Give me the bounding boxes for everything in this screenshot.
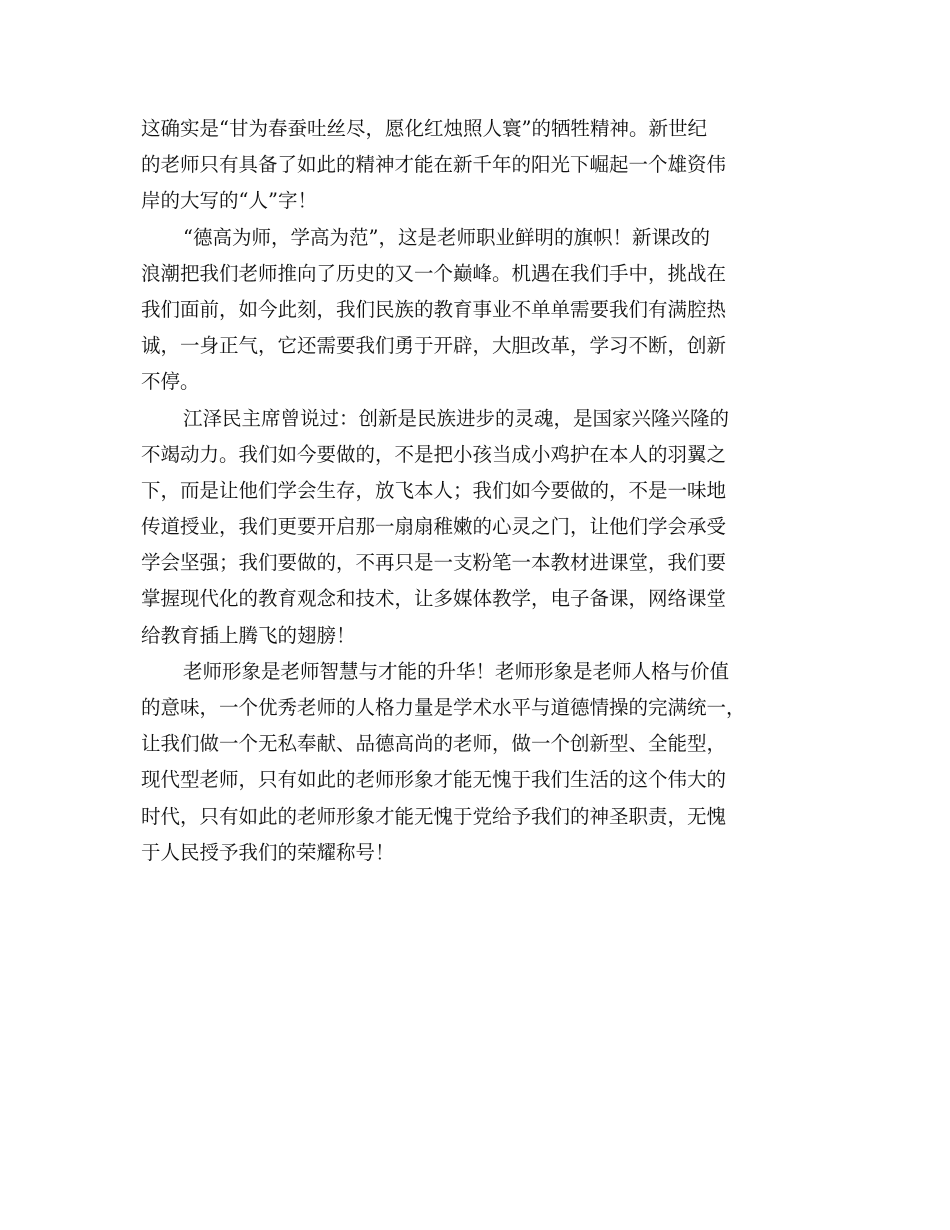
paragraph-4-line-4: 现代型老师，只有如此的老师形象才能无愧于我们生活的这个伟大的 xyxy=(141,768,727,792)
paragraph-3-line-1: 江泽民主席曾说过：创新是民族进步的灵魂，是国家兴隆兴隆的 xyxy=(183,406,730,430)
paragraph-1-line-2: 的老师只有具备了如此的精神才能在新千年的阳光下崛起一个雄资伟 xyxy=(141,153,727,177)
paragraph-3-line-4: 传道授业，我们更要开启那一扇扇稚嫩的心灵之门，让他们学会承受 xyxy=(141,515,727,539)
paragraph-1-line-1: 这确实是“甘为春蚕吐丝尽，愿化红烛照人寰”的牺牲精神。新世纪 xyxy=(141,117,707,140)
paragraph-4-line-1: 老师形象是老师智慧与才能的升华！老师形象是老师人格与价值 xyxy=(183,659,730,683)
paragraph-3-line-7: 给教育插上腾飞的翅膀！ xyxy=(141,623,356,647)
paragraph-3-line-2: 不竭动力。我们如今要做的，不是把小孩当成小鸡护在本人的羽翼之 xyxy=(141,442,727,466)
paragraph-2-line-5: 不停。 xyxy=(141,370,200,394)
paragraph-4-line-2: 的意味，一个优秀老师的人格力量是学术水平与道德情操的完满统一， xyxy=(141,696,746,719)
paragraph-2-line-3: 我们面前，如今此刻，我们民族的教育事业不单单需要我们有满腔热 xyxy=(141,297,727,321)
paragraph-3-line-3: 下，而是让他们学会生存，放飞本人；我们如今要做的，不是一味地 xyxy=(141,478,727,502)
paragraph-4-line-6: 于人民授予我们的荣耀称号！ xyxy=(141,840,395,864)
document-body xyxy=(141,111,821,871)
paragraph-4-line-3: 让我们做一个无私奉献、品德高尚的老师，做一个创新型、全能型， xyxy=(141,732,727,756)
paragraph-1-line-3: 岸的大写的“人”字！ xyxy=(141,189,317,213)
paragraph-3-line-6: 掌握现代化的教育观念和技术，让多媒体教学，电子备课，网络课堂 xyxy=(141,587,727,611)
paragraph-2-line-4: 诚，一身正气，它还需要我们勇于开辟，大胆改革，学习不断，创新 xyxy=(141,334,727,358)
paragraph-2-line-1: “德高为师，学高为范”，这是老师职业鲜明的旗帜！新课改的 xyxy=(183,225,710,249)
paragraph-3-line-5: 学会坚强；我们要做的，不再只是一支粉笔一本教材进课堂，我们要 xyxy=(141,551,727,575)
paragraph-2-line-2: 浪潮把我们老师推向了历史的又一个巅峰。机遇在我们手中，挑战在 xyxy=(141,261,727,285)
paragraph-4-line-5: 时代，只有如此的老师形象才能无愧于党给予我们的神圣职责，无愧 xyxy=(141,804,727,828)
